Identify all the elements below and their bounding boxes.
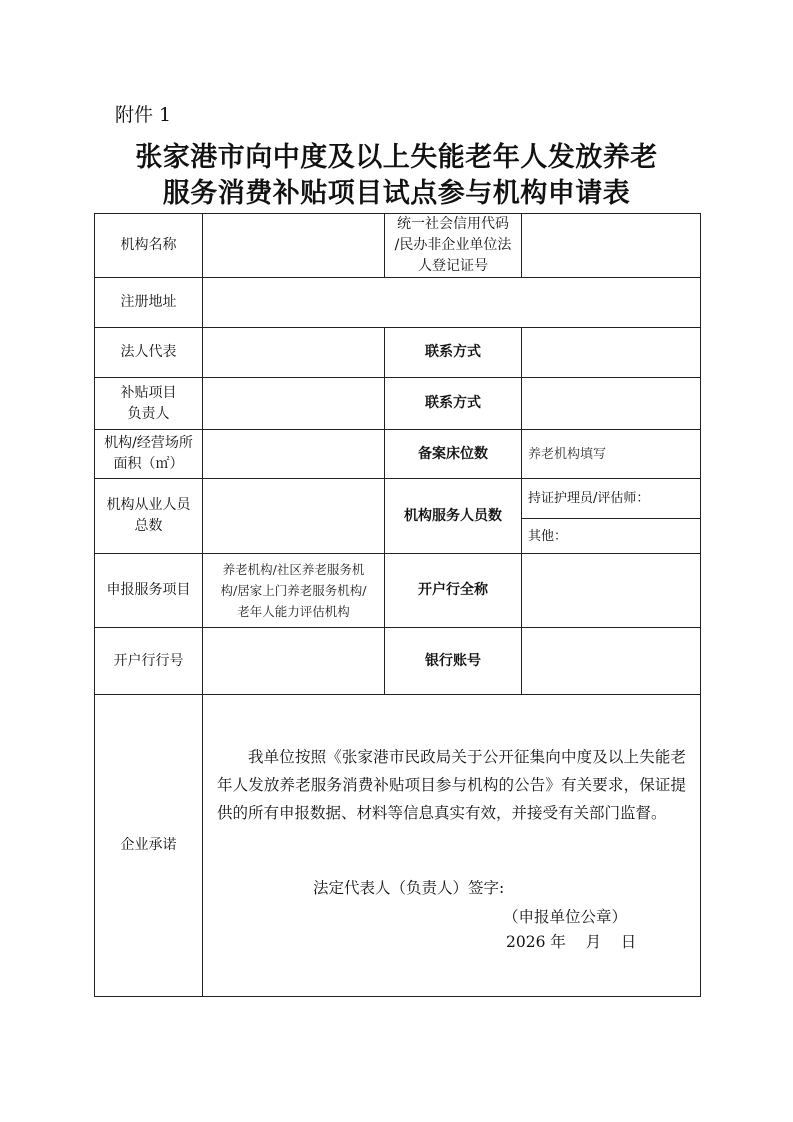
commitment-cell	[203, 695, 701, 997]
form-title-line-1: 张家港市向中度及以上失能老年人发放养老	[135, 142, 658, 173]
project-lead-label-line-2: 负责人	[127, 405, 170, 422]
other-staff-field[interactable]: 其他：	[522, 519, 701, 554]
bank-account-field[interactable]	[522, 628, 701, 695]
project-lead-contact-field[interactable]	[522, 378, 701, 430]
service-item-label: 申报服务项目	[95, 554, 203, 628]
project-lead-field[interactable]	[203, 378, 385, 430]
commitment-text: 我单位按照《张家港市民政局关于公开征集向中度及以上失能老年人发放养老服务消费补贴项目参与机构的公告》有关要求，保证提供的所有申报数据、材料等信息真实有效，并接受有关部门监督。	[217, 748, 686, 822]
area-label-line-1: 机构/经营场所	[104, 435, 193, 451]
row-org-name	[95, 214, 701, 278]
staff-total-label	[95, 479, 203, 554]
area-label	[95, 430, 203, 479]
service-options[interactable]	[203, 554, 385, 628]
row-project-lead	[95, 378, 701, 430]
credit-code-label	[385, 214, 522, 278]
project-lead-label	[95, 378, 203, 430]
row-staff-1	[95, 479, 701, 519]
org-name-field[interactable]	[203, 214, 385, 278]
legal-rep-contact-field[interactable]	[522, 328, 701, 378]
form-title-line-2: 服务消费补贴项目试点参与机构申请表	[162, 178, 631, 209]
service-options-line-2: 构/居家上门养老服务机构/	[220, 583, 367, 598]
bank-code-label: 开户行行号	[95, 628, 203, 695]
bank-name-label: 开户行全称	[385, 554, 522, 628]
org-name-label: 机构名称	[95, 214, 203, 278]
area-label-line-2: 面积（㎡）	[113, 456, 184, 472]
credit-code-label-line-2: /民办非企业单位法	[394, 237, 512, 253]
legal-rep-field[interactable]	[203, 328, 385, 378]
application-form-table	[94, 213, 701, 997]
bank-account-label: 银行账号	[385, 628, 522, 695]
address-label: 注册地址	[95, 278, 203, 328]
credit-code-label-line-1: 统一社会信用代码	[397, 216, 509, 232]
commitment-label: 企业承诺	[95, 695, 203, 997]
staff-total-label-line-2: 总数	[134, 518, 163, 534]
certified-staff-field[interactable]: 持证护理员/评估师：	[522, 479, 701, 519]
service-options-line-1: 养老机构/社区养老服务机	[222, 562, 365, 577]
area-field[interactable]	[203, 430, 385, 479]
staff-total-label-line-1: 机构从业人员	[106, 497, 191, 513]
row-address	[95, 278, 701, 328]
project-lead-label-line-1: 补贴项目	[120, 384, 177, 401]
beds-label: 备案床位数	[385, 430, 522, 479]
date-label: 2026 年 月 日	[506, 933, 637, 951]
service-staff-label: 机构服务人员数	[385, 479, 522, 554]
credit-code-label-line-3: 人登记证号	[418, 258, 488, 274]
signature-label: 法定代表人（负责人）签字:	[313, 879, 505, 897]
row-legal-rep	[95, 328, 701, 378]
attachment-label: 附件 1	[115, 104, 172, 126]
row-commitment	[95, 695, 701, 997]
staff-total-field[interactable]	[203, 479, 385, 554]
seal-label: （申报单位公章）	[503, 908, 628, 926]
service-options-line-3: 老年人能力评估机构	[237, 604, 350, 619]
beds-field-hint[interactable]: 养老机构填写	[522, 430, 701, 479]
row-service-item	[95, 554, 701, 628]
legal-rep-label: 法人代表	[95, 328, 203, 378]
legal-rep-contact-label: 联系方式	[385, 328, 522, 378]
bank-name-field[interactable]	[522, 554, 701, 628]
bank-code-field[interactable]	[203, 628, 385, 695]
row-bank	[95, 628, 701, 695]
address-field[interactable]	[203, 278, 701, 328]
credit-code-field[interactable]	[522, 214, 701, 278]
row-area-beds	[95, 430, 701, 479]
project-lead-contact-label: 联系方式	[385, 378, 522, 430]
